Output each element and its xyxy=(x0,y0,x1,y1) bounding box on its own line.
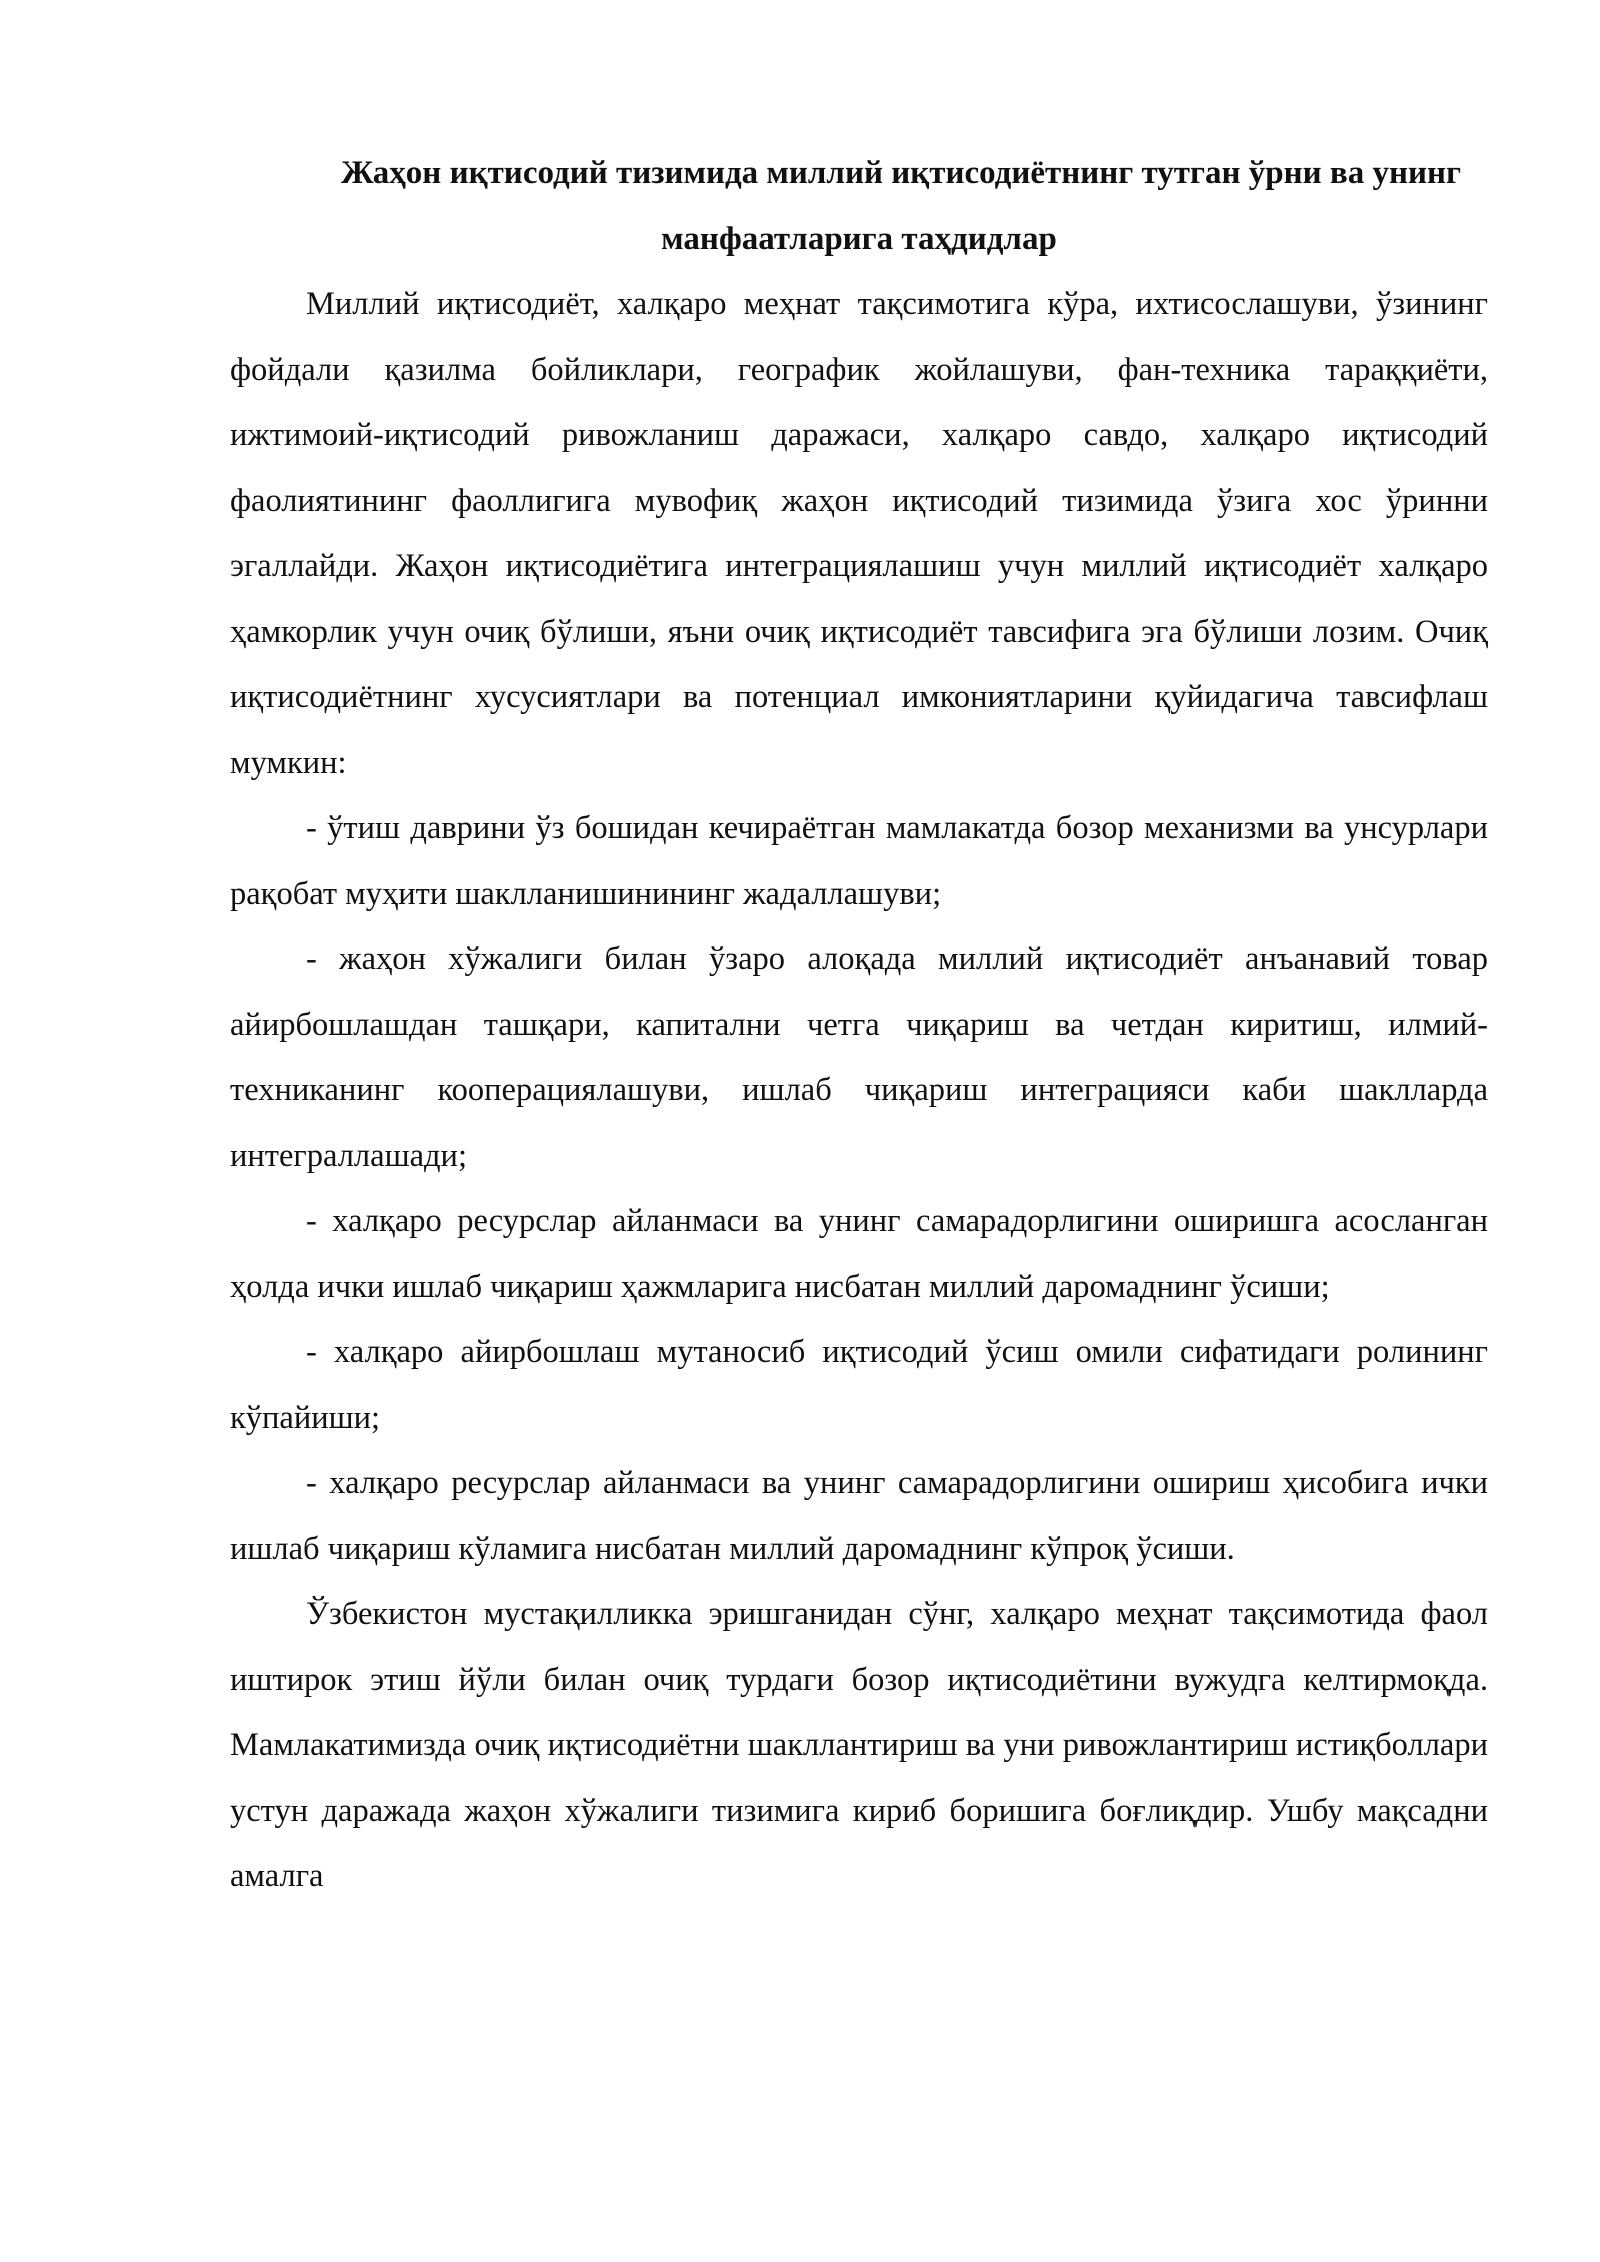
list-item-transition: - ўтиш даврини ўз бошидан кечираётган мамлакатда бозор механизми ва унсурлари рақобат муҳити шаклланишинининг жадаллашуви; xyxy=(230,810,1488,912)
list-item-income-growth: - халқаро ресурслар айланмаси ва унинг самарадорлигини оширишга асосланган ҳолда ички ишлаб чиқариш ҳажмларига нисбатан миллий даромаднинг ўсиши; xyxy=(230,1203,1488,1305)
paragraph-uzbekistan: Ўзбекистон мустақилликка эришганидан сўнг, халқаро меҳнат тақсимотида фаол иштирок этиш йўли билан очиқ турдаги бозор иқтисодиётини вужудга келтирмоқда. Мамлакатимизда очиқ иқтисодиётни шакллантириш ва уни ривожлантириш истиқболлари устун даражада жаҳон хўжалиги тизимига кириб боришига боғлиқдир. Ушбу мақсадни амалга xyxy=(230,1596,1488,1894)
list-item-integration: - жаҳон хўжалиги билан ўзаро алоқада миллий иқтисодиёт анъанавий товар айирбошлашдан ташқари, капитални четга чиқариш ва четдан киритиш, илмий-техниканинг кооперациялашуви, ишлаб чиқариш интеграцияси каби шаклларда интеграллашади; xyxy=(230,941,1488,1174)
document-title: Жаҳон иқтисодий тизимида миллий иқтисодиётнинг тутган ўрни ва унинг манфаатларига таҳдидлар xyxy=(341,155,1461,257)
paragraph-intro: Миллий иқтисодиёт, халқаро меҳнат тақсимотига кўра, ихтисослашуви, ўзининг фойдали қазилма бойликлари, географик жойлашуви, фан-техника тараққиёти, ижтимоий-иқтисодий ривожланиш даражаси, халқаро савдо, халқаро иқтисодий фаолиятининг фаоллигига мувофиқ жаҳон иқтисодий тизимида ўзига хос ўринни эгаллайди. Жаҳон иқтисодиётига интеграциялашиш учун миллий иқтисодиёт халқаро ҳамкорлик учун очиқ бўлиши, яъни очиқ иқтисодиёт тавсифига эга бўлиши лозим. Очиқ иқтисодиётнинг хусусиятлари ва потенциал имкониятларини қуйидагича тавсифлаш мумкин: xyxy=(230,286,1488,781)
document-page xyxy=(230,140,1488,1910)
list-item-exchange-role: - халқаро айирбошлаш мутаносиб иқтисодий ўсиш омили сифатидаги ролининг кўпайиши; xyxy=(230,1334,1488,1436)
list-item-resource-turnover: - халқаро ресурслар айланмаси ва унинг самарадорлигини ошириш ҳисобига ички ишлаб чиқариш кўламига нисбатан миллий даромаднинг кўпроқ ўсиши. xyxy=(230,1465,1488,1567)
